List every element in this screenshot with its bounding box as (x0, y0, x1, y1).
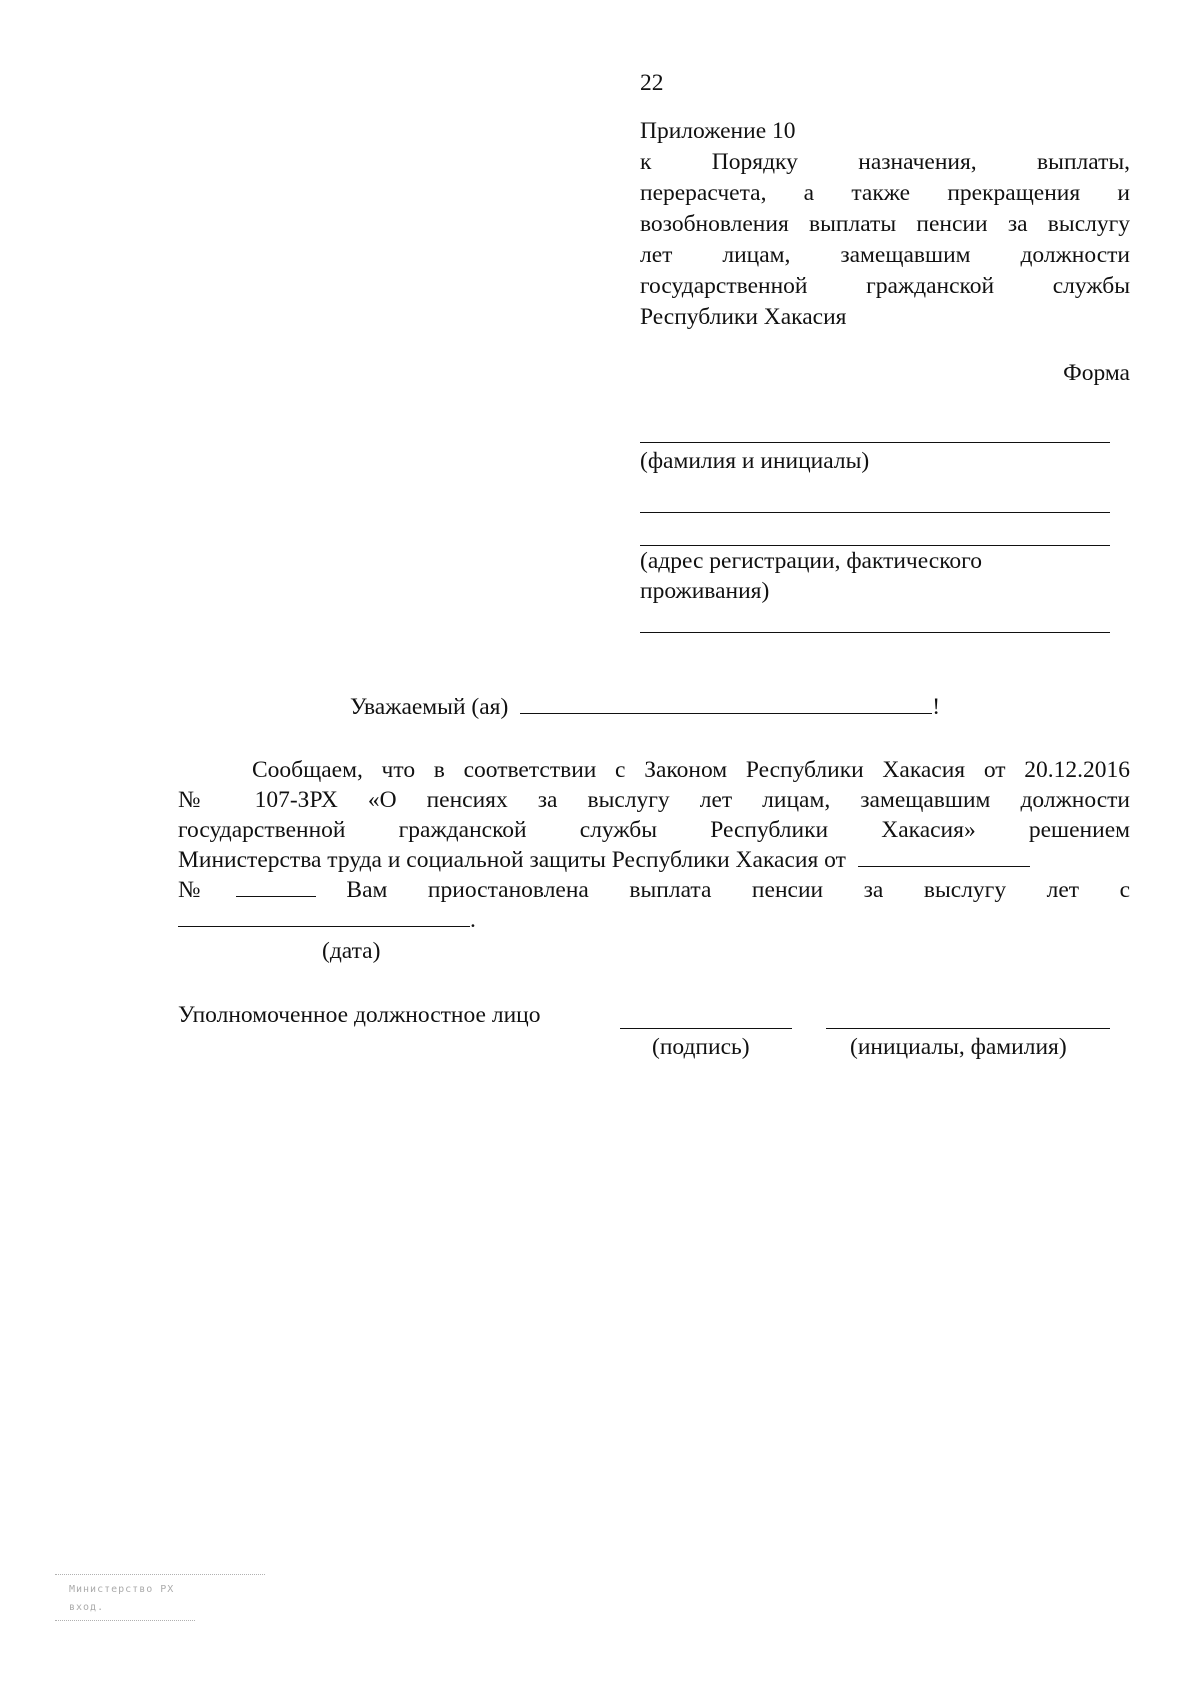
decision-number-line (236, 876, 316, 897)
body-line-text: Министерства труда и социальной защиты Республики Хакасия от (178, 847, 846, 873)
body-line: государственной гражданской службы Республики Хакасия» решением (178, 817, 1130, 843)
appendix-line: возобновления выплаты пенсии за выслугу (640, 211, 1130, 237)
number-sign: № (178, 877, 201, 903)
appendix-line: к Порядку назначения, выплаты, (640, 149, 1130, 175)
name-caption: (фамилия и инициалы) (640, 448, 870, 474)
stamp-text: вход. (69, 1602, 105, 1613)
body-line: Сообщаем, что в соответствии с Законом Республики Хакасия от 20.12.2016 (252, 757, 1130, 783)
date-caption: (дата) (322, 938, 381, 964)
body-line (178, 875, 1130, 905)
signature-caption: (подпись) (652, 1034, 750, 1060)
notice-body (178, 755, 1130, 935)
address-field-line (640, 632, 1110, 633)
address-caption: (адрес регистрации, фактического (640, 548, 982, 574)
appendix-line: государственной гражданской службы (640, 273, 1130, 299)
initials-line (826, 1028, 1110, 1029)
address-caption: проживания) (640, 578, 770, 604)
appendix-line: Республики Хакасия (640, 304, 847, 330)
stamp-text: Министерство РХ (69, 1584, 175, 1595)
official-label: Уполномоченное должностное лицо (178, 1002, 541, 1028)
body-line (178, 845, 1130, 875)
body-line (178, 905, 1130, 935)
period: . (470, 907, 476, 933)
registration-stamp (55, 1570, 265, 1640)
form-label: Форма (1063, 360, 1130, 386)
appendix-title: Приложение 10 (640, 118, 796, 144)
greeting-exclamation: ! (932, 694, 941, 720)
signature-line (620, 1028, 792, 1029)
appendix-line: перерасчета, а также прекращения и (640, 180, 1130, 206)
appendix-header (640, 116, 1130, 333)
greeting (350, 693, 940, 721)
greeting-prefix: Уважаемый (ая) (350, 694, 509, 720)
initials-caption: (инициалы, фамилия) (850, 1034, 1067, 1060)
address-field-line (640, 545, 1110, 546)
recipient-name-line (520, 693, 932, 714)
page-number: 22 (640, 70, 664, 96)
suspension-date-line (178, 906, 470, 927)
decision-date-line (858, 846, 1030, 867)
address-field-line (640, 512, 1110, 513)
body-line: № 107-ЗРХ «О пенсиях за выслугу лет лицам, замещавшим должности (178, 787, 1130, 813)
body-line-text: Вам приостановлена выплата пенсии за выслугу лет с (346, 877, 1130, 903)
name-field-line (640, 442, 1110, 443)
appendix-line: лет лицам, замещавшим должности (640, 242, 1130, 268)
